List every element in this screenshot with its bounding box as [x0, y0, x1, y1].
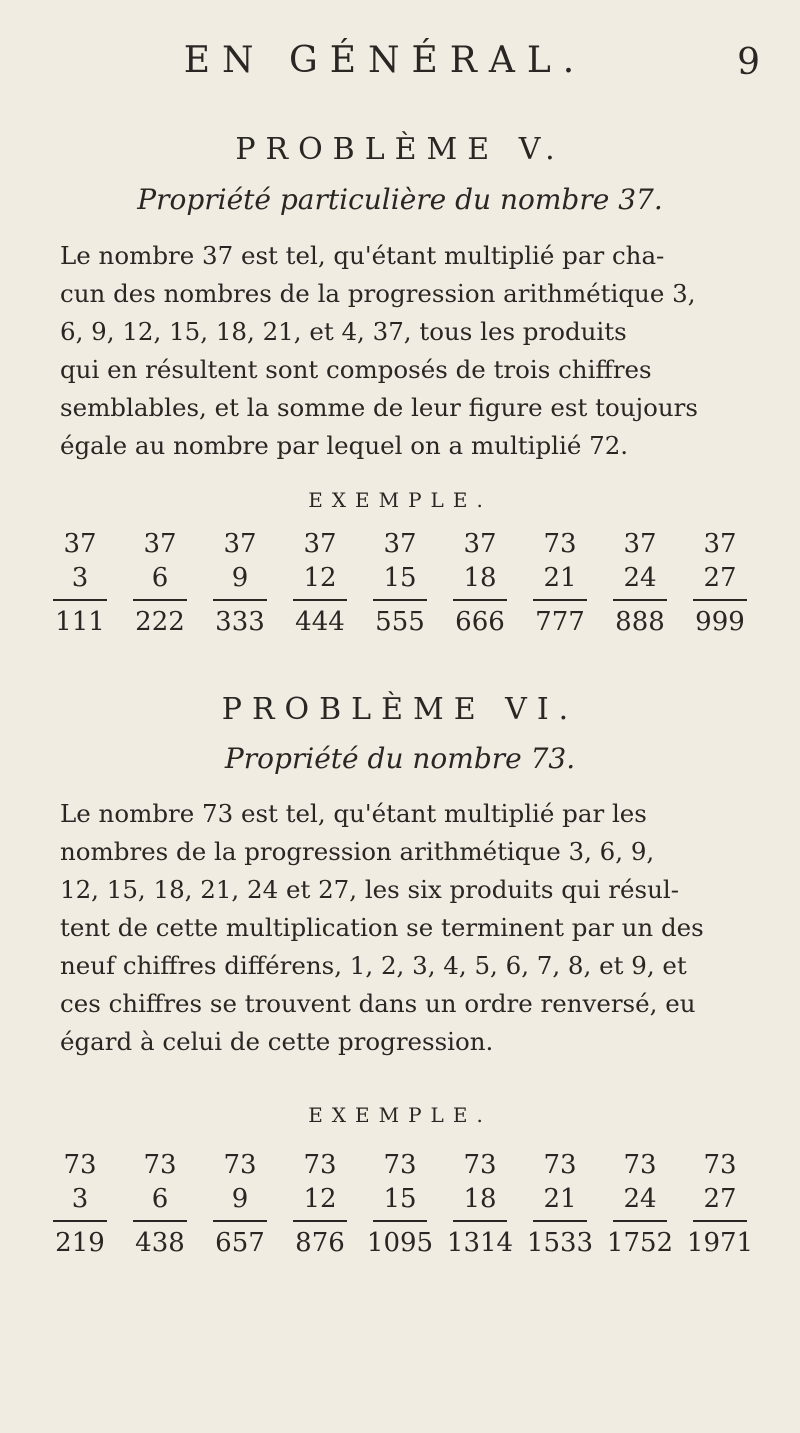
product: 657: [215, 1228, 265, 1258]
example-column: [360, 527, 440, 639]
sum-rule: [693, 1220, 747, 1222]
multiplier: 12: [303, 1184, 337, 1214]
sum-rule: [613, 599, 667, 601]
product: 222: [135, 607, 185, 637]
multiplicand: 37: [383, 529, 417, 559]
multiplicand: 73: [383, 1150, 417, 1180]
product: 777: [535, 607, 585, 637]
product: 1533: [526, 1228, 594, 1258]
sum-rule: [53, 1220, 107, 1222]
product: 219: [55, 1228, 105, 1258]
example-column: [520, 1148, 600, 1260]
example-column: [360, 1148, 440, 1260]
text-line: qui en résultent sont composés de trois chiffres: [60, 355, 652, 384]
text-line: égard à celui de cette progression.: [60, 1027, 494, 1056]
text-line: Le nombre 73 est tel, qu'étant multiplié par les: [60, 799, 647, 828]
multiplicand: 37: [63, 529, 97, 559]
sum-rule: [213, 599, 267, 601]
text-line: nombres de la progression arithmétique 3, 6, 9,: [60, 837, 655, 866]
multiplier: 21: [543, 563, 577, 593]
multiplier: 15: [383, 1184, 417, 1214]
product: 1095: [366, 1228, 434, 1258]
multiplier: 12: [303, 563, 337, 593]
product: 1752: [606, 1228, 674, 1258]
sum-rule: [453, 599, 507, 601]
multiplier: 15: [383, 563, 417, 593]
problem-vi-paragraph: [60, 795, 750, 1061]
problem-v-example-heading: EXEMPLE.: [308, 488, 492, 512]
product: 444: [295, 607, 345, 637]
product: 999: [695, 607, 745, 637]
text-line: ces chiffres se trouvent dans un ordre renversé, eu: [60, 989, 696, 1018]
multiplier: 27: [703, 1184, 737, 1214]
sum-rule: [453, 1220, 507, 1222]
sum-rule: [133, 599, 187, 601]
example-column: [280, 527, 360, 639]
problem-v-subtitle: Propriété particulière du nombre 37.: [137, 183, 663, 216]
product: 438: [135, 1228, 185, 1258]
running-title: EN GÉNÉRAL.: [183, 40, 587, 81]
example-column: [200, 1148, 280, 1260]
example-column: [440, 1148, 520, 1260]
multiplier: 24: [623, 563, 657, 593]
multiplicand: 73: [703, 1150, 737, 1180]
sum-rule: [213, 1220, 267, 1222]
example-column: [200, 527, 280, 639]
multiplier: 9: [231, 1184, 249, 1214]
sum-rule: [53, 599, 107, 601]
problem-v-paragraph: [60, 237, 750, 465]
multiplicand: 73: [543, 1150, 577, 1180]
problem-vi-title: PROBLÈME VI.: [221, 692, 579, 727]
multiplicand: 37: [703, 529, 737, 559]
text-line: Le nombre 37 est tel, qu'étant multiplié par cha-: [60, 241, 665, 270]
multiplicand: 73: [63, 1150, 97, 1180]
text-line: cun des nombres de la progression arithmétique 3,: [60, 279, 696, 308]
example-column: [680, 527, 760, 639]
example-column: [600, 1148, 680, 1260]
example-column: [120, 1148, 200, 1260]
sum-rule: [293, 599, 347, 601]
text-line: égale au nombre par lequel on a multiplié 72.: [60, 431, 629, 460]
multiplicand: 37: [143, 529, 177, 559]
product: 555: [375, 607, 425, 637]
problem-vi-example-table: [40, 1148, 760, 1260]
multiplicand: 73: [463, 1150, 497, 1180]
product: 1314: [446, 1228, 514, 1258]
sum-rule: [693, 599, 747, 601]
product: 1971: [686, 1228, 754, 1258]
product: 876: [295, 1228, 345, 1258]
sum-rule: [533, 599, 587, 601]
product: 888: [615, 607, 665, 637]
example-column: [600, 527, 680, 639]
sum-rule: [373, 599, 427, 601]
multiplier: 9: [231, 563, 249, 593]
sum-rule: [613, 1220, 667, 1222]
multiplier: 18: [463, 1184, 497, 1214]
sum-rule: [293, 1220, 347, 1222]
multiplicand: 37: [623, 529, 657, 559]
sum-rule: [373, 1220, 427, 1222]
multiplier: 21: [543, 1184, 577, 1214]
text-line: 6, 9, 12, 15, 18, 21, et 4, 37, tous les produits: [60, 317, 627, 346]
multiplicand: 37: [303, 529, 337, 559]
problem-vi-subtitle: Propriété du nombre 73.: [224, 742, 576, 775]
example-column: [520, 527, 600, 639]
product: 111: [55, 607, 105, 637]
multiplicand: 73: [623, 1150, 657, 1180]
example-column: [40, 1148, 120, 1260]
example-column: [40, 527, 120, 639]
multiplier: 3: [71, 1184, 89, 1214]
multiplier: 27: [703, 563, 737, 593]
multiplier: 6: [151, 563, 169, 593]
problem-v-title: PROBLÈME V.: [235, 132, 565, 167]
example-column: [120, 527, 200, 639]
example-column: [680, 1148, 760, 1260]
multiplier: 6: [151, 1184, 169, 1214]
multiplicand: 37: [223, 529, 257, 559]
page-number: 9: [737, 42, 760, 83]
multiplier: 3: [71, 563, 89, 593]
text-line: semblables, et la somme de leur figure est toujours: [60, 393, 698, 422]
problem-vi-example-heading: EXEMPLE.: [308, 1103, 492, 1127]
sum-rule: [133, 1220, 187, 1222]
example-column: [280, 1148, 360, 1260]
multiplier: 24: [623, 1184, 657, 1214]
sum-rule: [533, 1220, 587, 1222]
text-line: tent de cette multiplication se terminent par un des: [60, 913, 704, 942]
multiplicand: 73: [223, 1150, 257, 1180]
multiplicand: 73: [303, 1150, 337, 1180]
multiplicand: 73: [543, 529, 577, 559]
problem-v-example-table: [40, 527, 760, 639]
multiplicand: 37: [463, 529, 497, 559]
text-line: neuf chiffres différens, 1, 2, 3, 4, 5, 6, 7, 8, et 9, et: [60, 951, 687, 980]
example-column: [440, 527, 520, 639]
running-head: [60, 40, 760, 100]
multiplier: 18: [463, 563, 497, 593]
product: 333: [215, 607, 265, 637]
text-line: 12, 15, 18, 21, 24 et 27, les six produits qui résul-: [60, 875, 679, 904]
product: 666: [455, 607, 505, 637]
multiplicand: 73: [143, 1150, 177, 1180]
